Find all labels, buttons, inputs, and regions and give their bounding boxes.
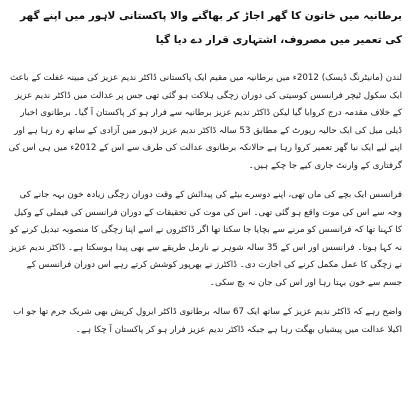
article-headline: برطانیہ میں خاتون کا گھر اجاڑ کر بھاگنے والا پاکستانی لاہور میں اپنے گھر کی تعمیر میں مصروف، اشتہاری قرار دے دیا گیا — [19, 10, 402, 46]
article-paragraph-intro: لندن (مانیٹرنگ ڈیسک) 2012ء میں برطانیہ میں مقیم ایک پاکستانی ڈاکٹر ندیم عزیز کی مبینہ غفلت کے باعث ایک سکول ٹیچر فرانسس کوسیتی کی دوران زچگی ہلاکت ہو گئی تھی جس پر عدالت میں ڈاکٹر ندیم عزیز کے خلاف مقدمہ درج کروایا گیا لیکن ڈاکٹر ندیم عزیز برطانیہ سے فرار ہو کر پاکستان آ گیا۔ برطانوی اخبار ڈیلی میل کی ایک حالیہ رپورٹ کے مطابق 53 سالہ ڈاکٹر ندیم عزیز لاہور میں آزادی کے ساتھ رہ رہا ہے اور اپنے لیے ایک نیا گھر تعمیر کروا رہا ہے حالانکہ برطانوی عدالت کی طرف سے اس کے 2012ء میں ہی اس کی گرفتاری کے وارنٹ جاری کیے جا چکے ہیں۔ — [8, 73, 402, 171]
article-paragraph-conclusion: واضح رہے کہ ڈاکٹر ندیم عزیز کے ساتھ ایک 67 سالہ برطانوی ڈاکٹر ایرول کریش بھی شریک جرم تھا جو اب اکیلا عدالت میں پیشیاں بھگت رہا ہے جبکہ ڈاکٹر ندیم عزیز فرار ہو کر پاکستان آ چکا ہے۔ — [13, 307, 402, 335]
article-paragraph-incident: فرانسس ایک بچے کی ماں تھی، اپنے دوسرے بیٹے کی پیدائش کے وقت دوران زچگی زیادہ خون بہہ جانے کی وجہ سے اس کی موت واقع ہو گئی تھی۔ اس کی موت کی تحقیقات کے دوران فرانسس کی فیملی کے وکیل کا کہنا تھا کہ فرانسس کو مرنے سے بچایا جا سکتا تھا اگر ڈاکٹروں نے اسے اپنا زچگی کا منصوبہ تبدیل کرنے کو نہ کہا ہوتا۔ فرانسس اور اس کے 35 سالہ شوہر نے نارمل طریقے سے بھی پیدا ہوسکتا ہے۔ ڈاکٹر ندیم عزیز نے زچگی کا عمل مکمل کرنے کی اجازت دی۔ ڈاکٹرز نے بھرپور کوشش کرتے رہے اس دوران فرانسس کے جسم سے خون بہتا رہا اور اس کی جان نہ بچ سکی۔ — [9, 190, 402, 288]
